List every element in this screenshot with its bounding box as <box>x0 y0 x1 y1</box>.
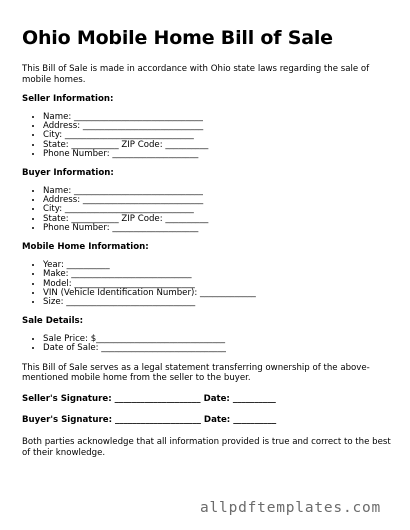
home-size-field[interactable]: • Size: ______________________________ <box>43 298 392 307</box>
sale-price-field[interactable]: • Sale Price: $______________________________ <box>43 335 392 344</box>
document-title: Ohio Mobile Home Bill of Sale <box>22 27 333 49</box>
sale-list <box>22 335 392 354</box>
seller-city-field[interactable]: • City: ______________________________ <box>43 131 392 140</box>
acknowledgment-paragraph: Both parties acknowledge that all information provided is true and correct to the best of their knowledge. <box>22 436 391 458</box>
buyer-state-zip-field[interactable]: • State: ___________ ZIP Code: __________ <box>43 215 392 224</box>
seller-heading: Seller Information: <box>22 94 114 105</box>
seller-name-field[interactable]: • Name: ______________________________ <box>43 113 392 122</box>
home-list <box>22 261 392 307</box>
buyer-address-field[interactable]: • Address: ____________________________ <box>43 196 392 205</box>
home-make-field[interactable]: • Make: ____________________________ <box>43 270 392 279</box>
buyer-list <box>22 187 392 233</box>
buyer-name-field[interactable]: • Name: ______________________________ <box>43 187 392 196</box>
transfer-statement: This Bill of Sale serves as a legal statement transferring ownership of the above-mentioned mobile home from the seller to the buyer. <box>22 362 370 384</box>
buyer-city-field[interactable]: • City: ______________________________ <box>43 205 392 214</box>
intro-paragraph: This Bill of Sale is made in accordance with Ohio state laws regarding the sale of mobile homes. <box>22 64 370 85</box>
seller-state-zip-field[interactable]: • State: ___________ ZIP Code: __________ <box>43 141 392 150</box>
buyer-heading: Buyer Information: <box>22 168 114 179</box>
home-heading: Mobile Home Information: <box>22 242 149 253</box>
seller-list <box>22 113 392 159</box>
footer-watermark: allpdftemplates.com <box>200 500 382 516</box>
seller-address-field[interactable]: • Address: ____________________________ <box>43 122 392 131</box>
sale-date-field[interactable]: • Date of Sale: _____________________________ <box>43 344 392 353</box>
document-page <box>22 26 392 458</box>
home-vin-field[interactable]: • VIN (Vehicle Identification Number): _____________ <box>43 289 392 298</box>
seller-signature-line[interactable]: Seller's Signature: ____________________ Date: __________ <box>22 393 276 404</box>
home-year-field[interactable]: • Year: __________ <box>43 261 392 270</box>
sale-heading: Sale Details: <box>22 316 84 327</box>
buyer-phone-field[interactable]: • Phone Number: ____________________ <box>43 224 392 233</box>
home-model-field[interactable]: • Model: ____________________________ <box>43 280 392 289</box>
buyer-signature-line[interactable]: Buyer's Signature: ____________________ Date: __________ <box>22 415 277 426</box>
seller-phone-field[interactable]: • Phone Number: ____________________ <box>43 150 392 159</box>
